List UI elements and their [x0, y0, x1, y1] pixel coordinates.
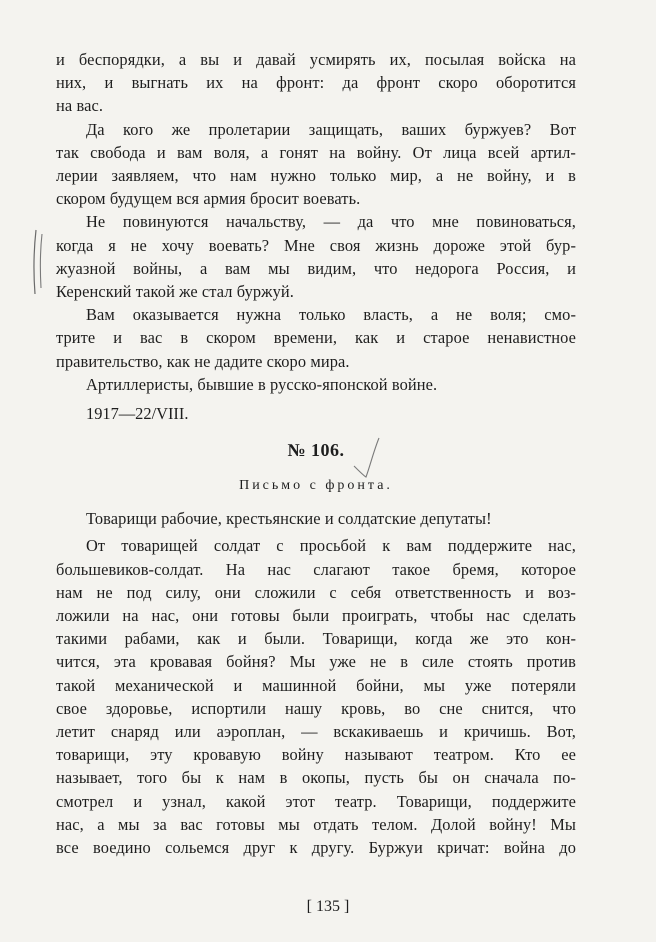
text-line: смотрел и узнал, какой этот театр. Товарищи, поддержите	[56, 791, 576, 811]
checkmark-pencil-mark	[352, 436, 382, 480]
text-line: на вас.	[56, 96, 104, 116]
text-line: Вам оказывается нужна только власть, а не воля; смо-	[86, 305, 576, 325]
document-number: № 106.	[287, 440, 345, 461]
text-line: летит снаряд или аэроплан, — вскакиваешь и кричишь. Вот,	[56, 722, 576, 742]
paragraph	[56, 48, 576, 118]
greeting: Товарищи рабочие, крестьянские и солдатские депутаты!	[86, 509, 492, 529]
document-title: Письмо с фронта.	[239, 478, 393, 494]
text-line: когда я не хочу воевать? Мне своя жизнь дороже этой бур-	[56, 235, 576, 255]
text-line: большевиков-солдат. На нас слагают такое бремя, которое	[56, 559, 576, 579]
text-line: и беспорядки, а вы и давай усмирять их, посылая войска на	[56, 50, 576, 69]
text-line: нас, а мы за вас готовы мы отдать телом. Долой войну! Мы	[56, 814, 576, 834]
text-line: Керенский такой же стал буржуй.	[56, 282, 294, 302]
text-line: так свобода и вам воля, а гонят на войну. От лица всей артил-	[56, 142, 576, 162]
paragraph	[56, 303, 576, 373]
text-line: скором будущем вся армия бросит воевать.	[56, 189, 361, 209]
text-line: трите и вас в скором времени, как и старое ненавистное	[56, 328, 576, 348]
text-line: Да кого же пролетарии защищать, ваших буржуев? Вот	[86, 119, 576, 139]
paragraph	[56, 118, 576, 211]
text-line: ложили на нас, они готовы были проиграть, чтобы нас сделать	[56, 606, 576, 626]
text-line: такой механической и машинной бойни, мы уже потеряли	[56, 675, 576, 695]
text-line: все воедино сольемся друг к другу. Буржуи кричат: война до	[56, 838, 576, 858]
text-line: называет, того бы к нам в окопы, пусть бы он сначала по-	[56, 768, 576, 788]
text-line: нам не под силу, они сложили с себя ответственность и воз-	[56, 582, 576, 602]
text-line: лерии заявляем, что нам нужно только мир, а не войну, и в	[56, 166, 576, 186]
paragraph	[56, 210, 576, 303]
page-body	[56, 48, 576, 859]
page-number: [ 135 ]	[306, 898, 350, 915]
text-line: правительство, как не дадите скоро мира.	[56, 351, 350, 371]
text-line: товарищи, эту кровавую войну называют театром. Кто ее	[56, 745, 576, 765]
signature: Артиллеристы, бывшие в русско-японской войне.	[86, 374, 438, 394]
text-line: чится, эта кровавая бойня? Мы уже не в силе стоять против	[56, 652, 576, 672]
text-line: жуазной войны, а вам мы видим, что недорога Россия, и	[56, 258, 576, 278]
text-line: них, и выгнать их на фронт: да фронт скоро оборотится	[56, 73, 576, 93]
text-line: такими рабами, как и были. Товарищи, когда же это кон-	[56, 629, 576, 649]
margin-pencil-mark	[28, 228, 50, 298]
text-line: Не повинуются начальству, — да что мне повиноваться,	[86, 212, 576, 232]
document-date: 1917—22/VIII.	[86, 404, 189, 424]
paragraph	[56, 534, 576, 859]
text-line: свое здоровье, испортили нашу кровь, во сне снится, что	[56, 698, 576, 718]
text-line: От товарищей солдат с просьбой к вам поддержите нас,	[86, 536, 576, 556]
